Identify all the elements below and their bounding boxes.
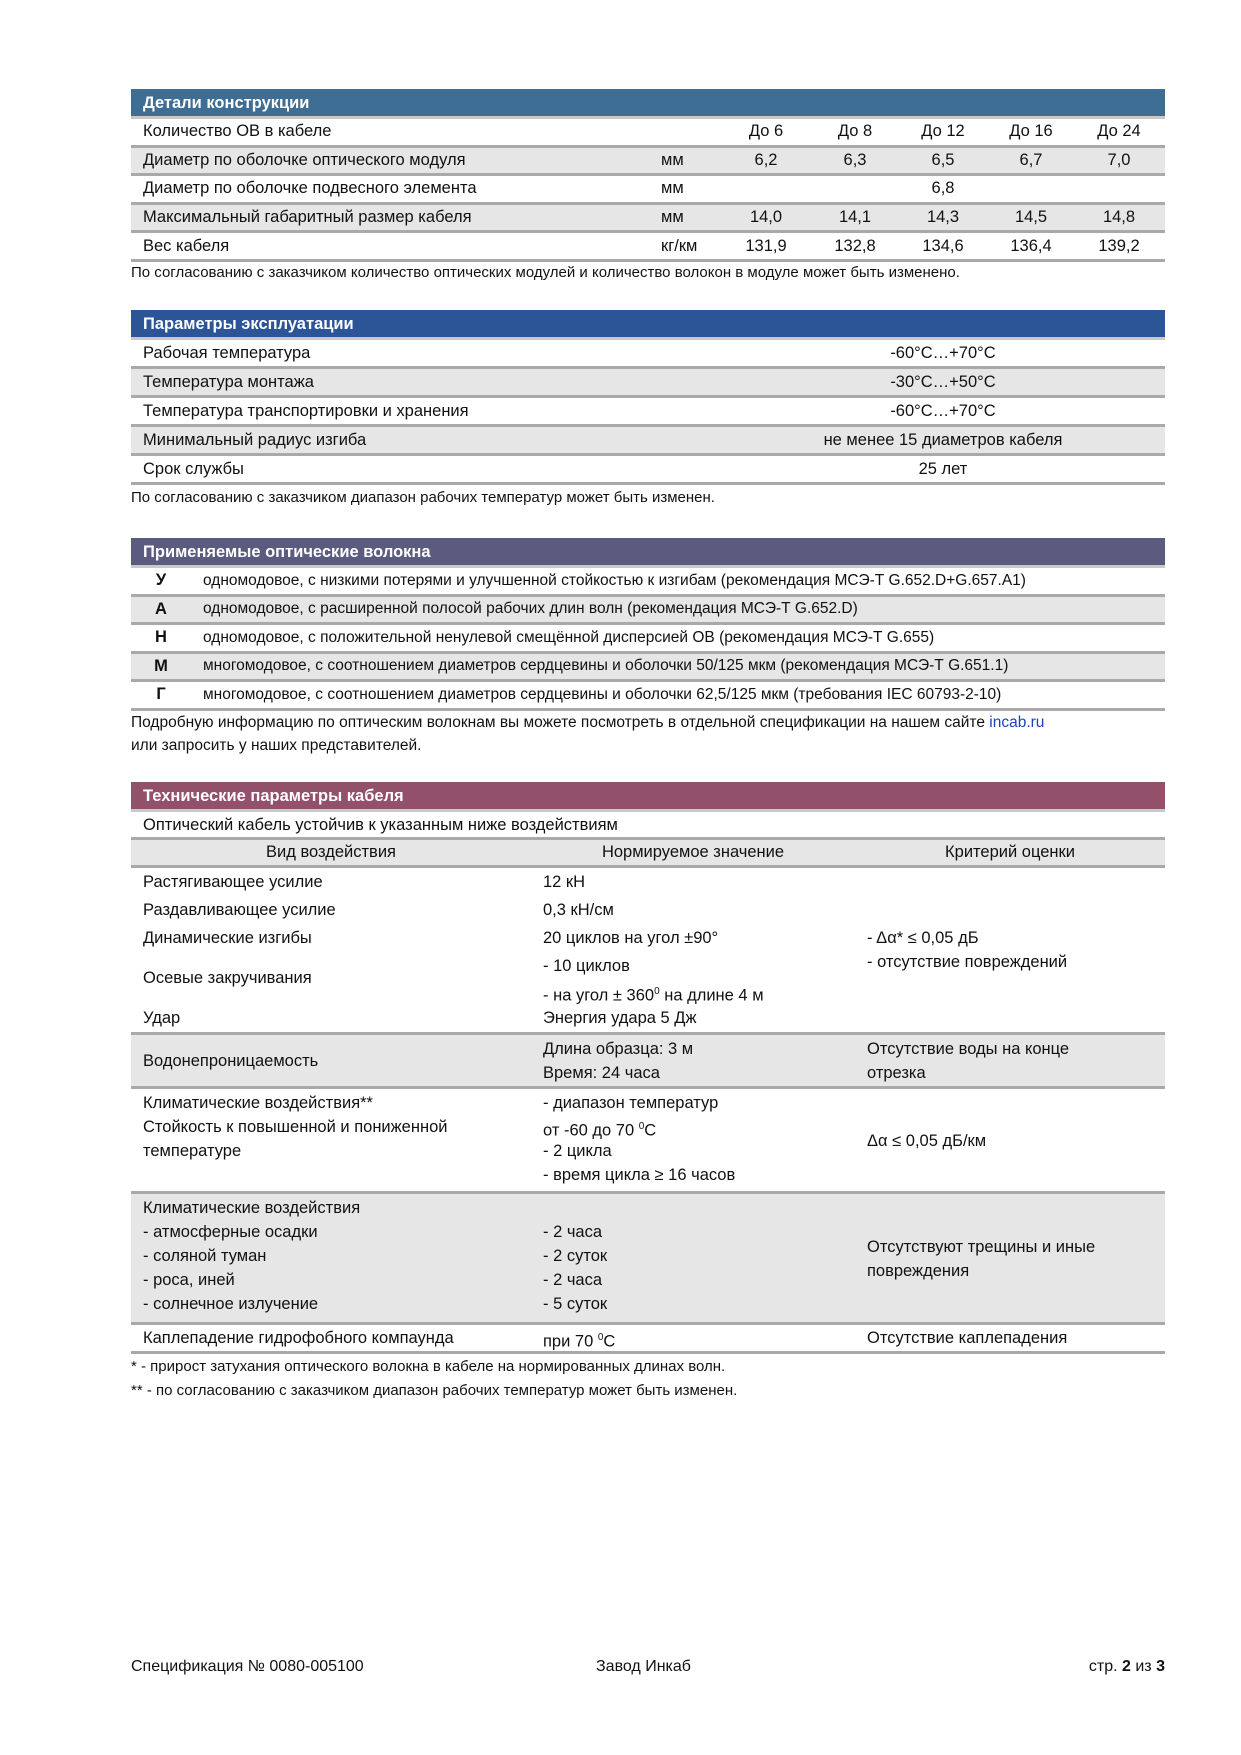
row-value: 25 лет: [918, 459, 968, 478]
row-value: 132,8: [834, 236, 876, 255]
operation-note: По согласованию с заказчиком диапазон рабочих температур может быть изменен.: [131, 489, 715, 506]
row-value: 139,2: [1098, 236, 1140, 255]
param-value: - диапазон температур: [543, 1094, 719, 1112]
param-value: - 2 суток: [543, 1247, 608, 1265]
footnote: ** - по согласованию с заказчиком диапазон рабочих температур может быть изменен.: [131, 1382, 738, 1399]
fiber-description: одномодовое, с расширенной полосой рабочих длин волн (рекомендация МСЭ-Т G.652.D): [203, 600, 858, 618]
row-unit: мм: [661, 208, 684, 227]
row-value: -30°С…+50°С: [890, 372, 996, 391]
row-value: До 8: [837, 122, 873, 141]
row-unit: кг/км: [661, 236, 698, 255]
water-row: [131, 1035, 1165, 1089]
param-label: Стойкость к повышенной и пониженной: [143, 1118, 448, 1136]
param-value: - на угол ± $360^0$ на длине 4 м: [543, 986, 764, 1005]
fiber-description: многомодовое, с соотношением диаметров сердцевины и оболочки 50/125 мкм (рекомендация МСЭ-Т G.651.1): [203, 657, 1009, 675]
row-value: 14,8: [1102, 208, 1136, 227]
row-value: До 12: [921, 122, 965, 141]
param-label: Удар: [143, 1009, 181, 1027]
param-value: - 2 цикла: [543, 1142, 612, 1160]
row-label: Диаметр по оболочке оптического модуля: [143, 150, 466, 169]
param-value: Длина образца: 3 м: [543, 1039, 694, 1058]
section-header: Применяемые оптические волокна: [131, 538, 1165, 568]
param-label: Каплепадение гидрофобного компаунда: [143, 1329, 454, 1347]
param-label: Осевые закручивания: [143, 969, 312, 987]
section-header: Параметры эксплуатации: [131, 310, 1165, 340]
table-row: [131, 654, 1165, 683]
row-label: Диаметр по оболочке подвесного элемента: [143, 179, 477, 198]
param-label: - солнечное излучение: [143, 1295, 319, 1313]
row-value: 136,4: [1010, 236, 1052, 255]
col-header: Нормируемое значение: [601, 843, 785, 861]
fiber-code: Н: [155, 628, 167, 647]
footer-company: Завод Инкаб: [596, 1658, 691, 1675]
param-label: Климатические воздействия: [143, 1199, 361, 1217]
param-value: Энергия удара 5 Дж: [543, 1009, 697, 1027]
fiber-code: А: [155, 599, 167, 618]
row-label: Вес кабеля: [143, 236, 230, 255]
row-unit: мм: [661, 150, 684, 169]
note-text: Подробную информацию по оптическим волокнам вы можете посмотреть в отдельной спецификации на нашем сайте: [131, 714, 990, 731]
criteria: повреждения: [867, 1262, 970, 1280]
row-value: 6,3: [843, 150, 867, 169]
row-value: -60°С…+70°С: [890, 401, 996, 420]
mechanical-group: [131, 868, 1165, 1035]
fiber-code: М: [154, 656, 168, 675]
table-row: [131, 369, 1165, 398]
section-header: Детали конструкции: [131, 89, 1165, 119]
table-row: [131, 119, 1165, 148]
param-value: от -60 до 70 $^0$С: [543, 1121, 657, 1140]
param-value: Время: 24 часа: [543, 1063, 660, 1082]
row-value: 14,3: [926, 208, 960, 227]
fibers-note-line2: или запросить у наших представителей.: [131, 737, 422, 754]
criteria: - отсутствие повреждений: [867, 953, 1068, 971]
table-row: [131, 682, 1165, 711]
row-value: 6,7: [1019, 150, 1043, 169]
table-row: [131, 625, 1165, 654]
row-value: 6,2: [754, 150, 778, 169]
construction-note: По согласованию с заказчиком количество оптических модулей и количество волокон в модуле может быть изменено.: [131, 264, 960, 281]
table-row: [131, 456, 1165, 485]
row-unit: мм: [661, 179, 684, 198]
operation-table: [131, 310, 1165, 485]
row-value: -60°С…+70°С: [890, 343, 996, 362]
param-label: Растягивающее усилие: [143, 873, 323, 891]
param-label: Динамические изгибы: [143, 929, 312, 947]
table-row: [131, 148, 1165, 177]
climate-weather-row: [131, 1194, 1165, 1325]
criteria: Отсутствие воды на конце: [867, 1039, 1070, 1058]
row-label: Максимальный габаритный размер кабеля: [143, 208, 472, 227]
param-value: - 10 циклов: [543, 957, 630, 975]
fibers-note: [131, 714, 1044, 732]
construction-table: [131, 89, 1165, 262]
criteria: Отсутствие каплепадения: [867, 1329, 1068, 1347]
criteria: отрезка: [867, 1063, 926, 1082]
row-value: 6,8: [931, 179, 955, 198]
fiber-description: одномодовое, с низкими потерями и улучшенной стойкостью к изгибам (рекомендация МСЭ-Т G.652.D+G.657.A1): [203, 571, 1026, 589]
row-value: 7,0: [1107, 150, 1131, 169]
row-value: До 6: [748, 122, 784, 141]
criteria: - Δα* ≤ 0,05 дБ: [867, 929, 979, 947]
row-label: Срок службы: [143, 459, 244, 478]
table-row: [131, 597, 1165, 626]
param-label: - атмосферные осадки: [143, 1223, 318, 1241]
table-row: [131, 340, 1165, 369]
param-value: 20 циклов на угол ±90°: [543, 929, 719, 947]
table-row: [131, 176, 1165, 205]
param-value: - время цикла ≥ 16 часов: [543, 1166, 736, 1184]
table-row: [131, 205, 1165, 234]
param-label: температуре: [143, 1142, 242, 1160]
row-value: 14,1: [838, 208, 872, 227]
drip-row: [131, 1325, 1165, 1354]
row-value: 134,6: [922, 236, 964, 255]
row-label: Количество ОВ в кабеле: [143, 122, 332, 141]
row-label: Минимальный радиус изгиба: [143, 430, 367, 449]
row-value: 6,5: [931, 150, 955, 169]
row-value: 14,0: [749, 208, 783, 227]
section-header: Технические параметры кабеля: [131, 782, 1165, 812]
param-label: - соляной туман: [143, 1247, 267, 1265]
param-value: 0,3 кН/см: [543, 901, 614, 919]
criteria: Δα ≤ 0,05 дБ/км: [867, 1132, 987, 1150]
climate-temp-row: [131, 1089, 1165, 1194]
technical-subtitle: Оптический кабель устойчив к указанным ниже воздействиям: [143, 815, 618, 834]
column-headers: [131, 840, 1165, 868]
incab-link[interactable]: incab.ru: [989, 714, 1045, 731]
row-value: До 16: [1009, 122, 1053, 141]
col-header: Критерий оценки: [945, 843, 1075, 861]
param-value: при 70 $^0$С: [543, 1332, 616, 1351]
row-label: Температура монтажа: [143, 372, 314, 391]
footer-page: стр. 2 из 3: [1088, 1658, 1165, 1675]
param-value: - 5 суток: [543, 1295, 608, 1313]
row-label: Рабочая температура: [143, 343, 311, 362]
fiber-code: Г: [156, 685, 166, 704]
param-value: - 2 часа: [543, 1223, 603, 1241]
table-row: [131, 233, 1165, 262]
row-value: 14,5: [1014, 208, 1048, 227]
fiber-description: многомодовое, с соотношением диаметров сердцевины и оболочки 62,5/125 мкм (требования IEC 60793-2-10): [203, 685, 1002, 703]
param-value: 12 кН: [543, 873, 586, 891]
col-header: Вид воздействия: [266, 843, 396, 861]
fibers-table: [131, 538, 1165, 711]
fiber-code: У: [155, 571, 167, 590]
technical-table: [131, 782, 1165, 1354]
param-label: Климатические воздействия**: [143, 1094, 373, 1112]
table-row: [131, 427, 1165, 456]
row-value: До 24: [1097, 122, 1141, 141]
table-row: [131, 398, 1165, 427]
row-value: 131,9: [745, 236, 787, 255]
fiber-description: одномодовое, с положительной ненулевой смещённой дисперсией ОВ (рекомендация МСЭ-Т G.655): [203, 628, 935, 646]
table-row: [131, 568, 1165, 597]
row-value: не менее 15 диаметров кабеля: [823, 430, 1063, 449]
row-label: Температура транспортировки и хранения: [143, 401, 469, 420]
param-value: - 2 часа: [543, 1271, 603, 1289]
footnote: * - прирост затухания оптического волокна в кабеле на нормированных длинах волн.: [131, 1358, 726, 1375]
criteria: Отсутствуют трещины и иные: [867, 1238, 1096, 1256]
param-label: Раздавливающее усилие: [143, 901, 336, 919]
footer-spec: Спецификация № 0080-005100: [131, 1658, 364, 1675]
param-label: Водонепроницаемость: [143, 1051, 319, 1070]
param-label: - роса, иней: [143, 1271, 235, 1289]
